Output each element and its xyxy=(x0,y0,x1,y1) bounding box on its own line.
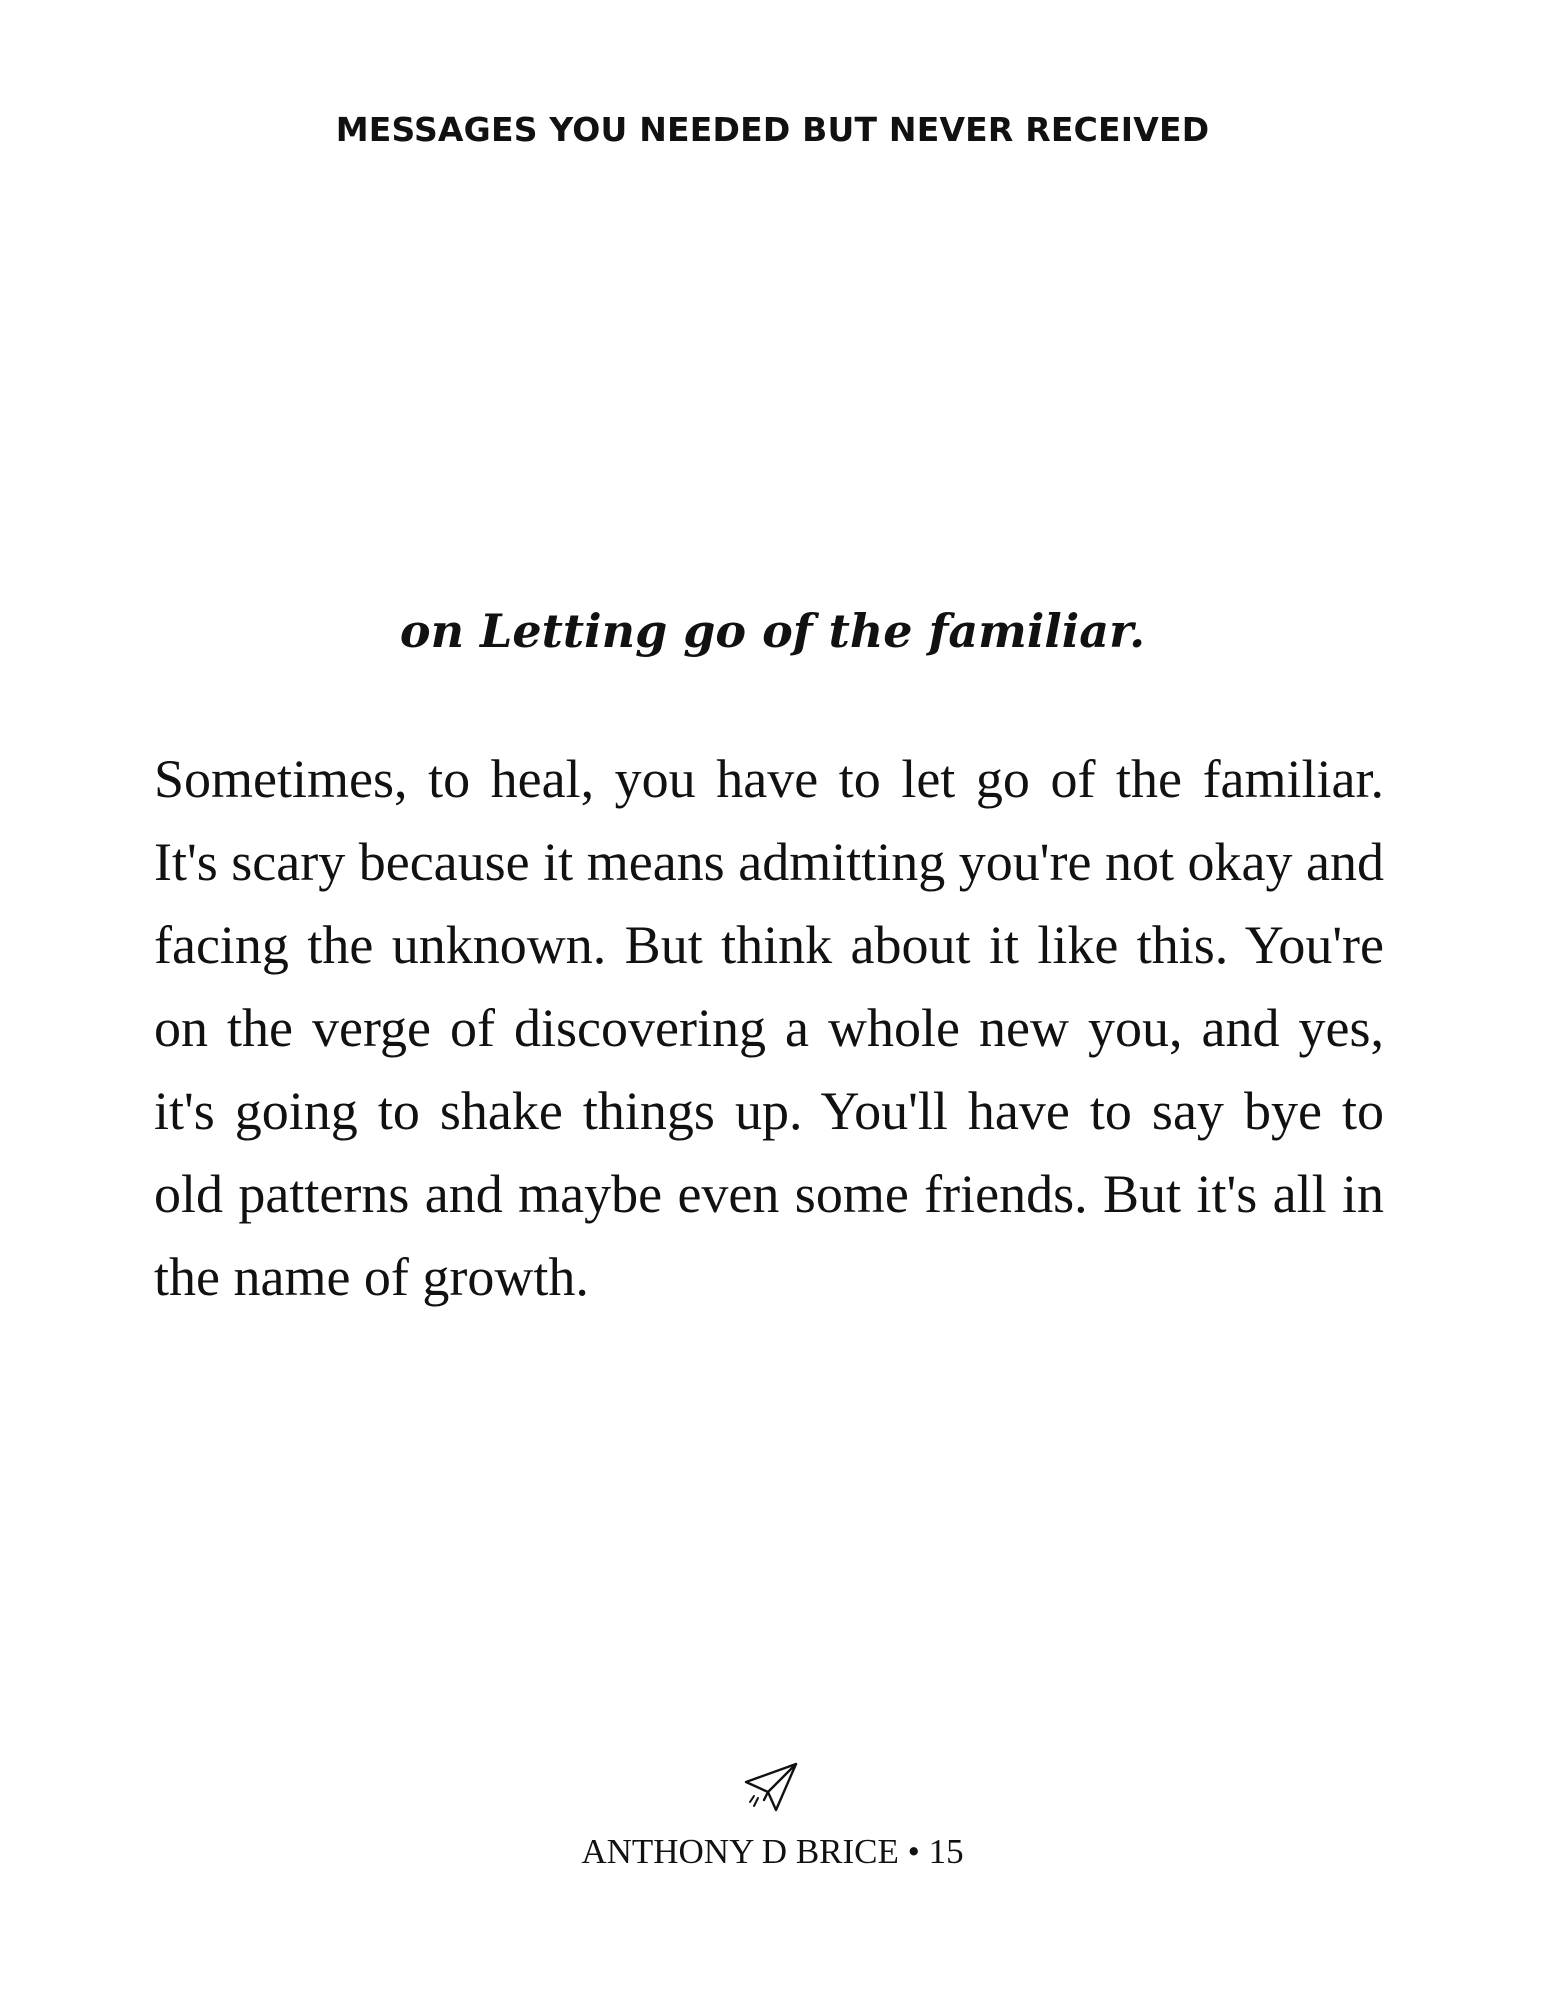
page-footer xyxy=(0,1832,1545,1872)
paper-plane-icon xyxy=(742,1762,802,1814)
footer-separator: • xyxy=(907,1832,920,1871)
page-number: 15 xyxy=(928,1832,964,1871)
author-name: ANTHONY D BRICE xyxy=(581,1832,899,1871)
body-paragraph: Sometimes, to heal, you have to let go of the familiar. It's scary because it means admitting you're not okay and facing the unknown. But think about it like this. You're on the verge of discovering a whole new you, and yes, it's going to shake things up. You'll have to say bye to old patterns and maybe even some friends. But it's all in the name of growth. xyxy=(154,749,1384,1307)
running-header: MESSAGES YOU NEEDED BUT NEVER RECEIVED xyxy=(335,110,1210,149)
section-title: on Letting go of the familiar. xyxy=(399,604,1146,658)
